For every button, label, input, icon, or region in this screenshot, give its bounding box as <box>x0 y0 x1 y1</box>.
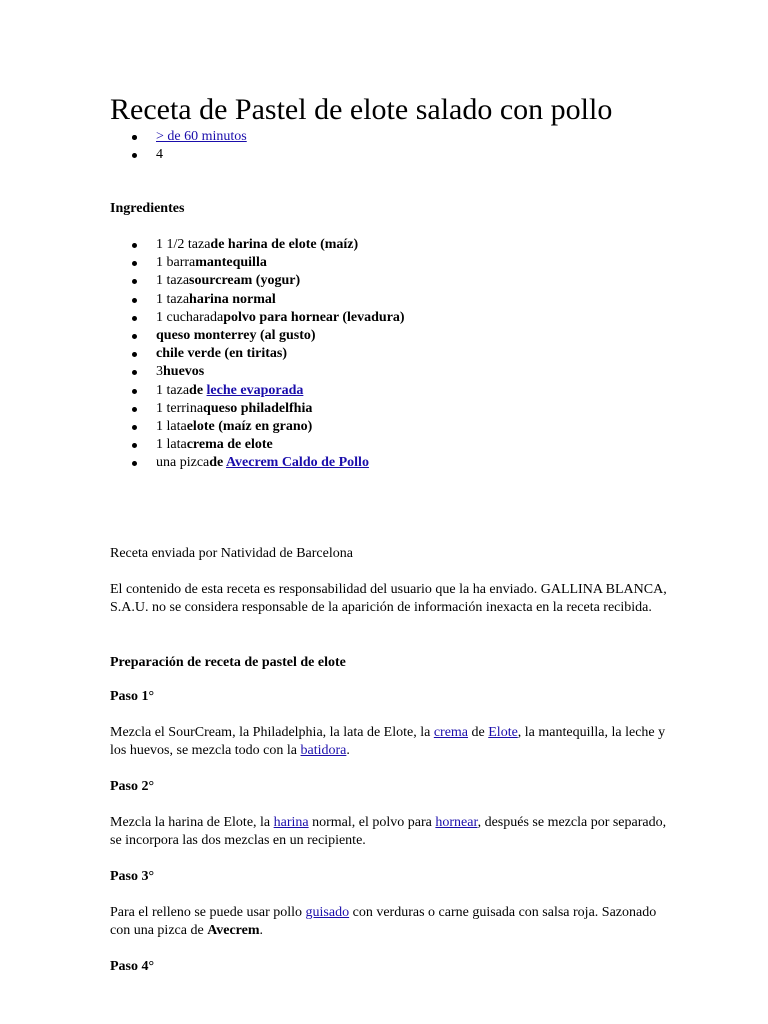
preparation-heading: Preparación de receta de pastel de elote <box>110 655 346 670</box>
ingredient-name: elote (maíz en grano) <box>186 419 313 435</box>
step-title: Paso 1° <box>110 689 155 704</box>
ingredient-item <box>110 254 405 272</box>
step-link[interactable]: hornear <box>435 815 478 830</box>
step-text <box>110 814 670 850</box>
ingredient-qty: 1 taza <box>156 273 190 289</box>
ingredient-name: crema de elote <box>186 437 273 453</box>
step-text <box>110 724 670 760</box>
ingredient-item <box>110 382 405 400</box>
ingredient-item <box>110 418 405 436</box>
meta-item-time <box>110 128 247 146</box>
ingredient-item <box>110 309 405 327</box>
step-text <box>110 904 670 940</box>
ingredient-qty: 1 taza <box>156 291 190 307</box>
step-text-part: , después se mezcla por separado, se incorpora las dos mezclas en un recipiente. <box>110 815 667 848</box>
ingredient-name: queso monterrey (al gusto) <box>156 328 316 344</box>
ingredient-name: queso philadelfhia <box>203 400 313 416</box>
step-text-part: . <box>346 743 350 758</box>
ingredient-item <box>110 236 405 254</box>
ingredient-item <box>110 291 405 309</box>
ingredient-qty: 1 terrina <box>156 400 204 416</box>
ingredient-name: de <box>189 382 207 398</box>
ingredient-qty: 1 1/2 taza <box>156 237 211 252</box>
disclaimer-text: El contenido de esta receta es responsabilidad del usuario que la ha enviado. GALLINA BLANCA, S.A.U. no se considera responsable de la aparición de información inexacta en la receta recibida. <box>110 582 667 615</box>
ingredient-item <box>110 327 405 345</box>
ingredient-item <box>110 436 405 454</box>
ingredients-list <box>110 236 405 473</box>
page-title: Receta de Pastel de elote salado con pollo <box>110 93 613 126</box>
ingredient-link[interactable]: leche evaporada <box>206 382 304 398</box>
step-link[interactable]: harina <box>273 815 309 830</box>
step-link[interactable]: guisado <box>305 905 350 920</box>
ingredient-item <box>110 363 405 381</box>
time-link[interactable]: > de 60 minutos <box>156 129 247 144</box>
ingredient-item <box>110 272 405 290</box>
step-text-part: , la mantequilla, la leche y los huevos, se mezcla todo con la <box>110 725 666 758</box>
ingredient-qty: 1 taza <box>156 382 190 398</box>
ingredients-heading: Ingredientes <box>110 201 185 216</box>
step-text-part: Para el relleno se puede usar pollo <box>110 905 306 920</box>
ingredient-qty: 1 lata <box>156 419 187 435</box>
step-text-part: con verduras o carne guisada con salsa roja. Sazonado con una pizca de <box>110 905 657 938</box>
step-title: Paso 2° <box>110 779 155 794</box>
ingredient-name: huevos <box>163 364 205 380</box>
recipe-meta-list <box>110 128 247 164</box>
ingredient-qty: 1 lata <box>156 437 187 453</box>
ingredient-name: sourcream (yogur) <box>189 273 301 289</box>
step-text-part: de <box>468 725 489 740</box>
step-text-part: Mezcla la harina de Elote, la <box>110 815 274 830</box>
ingredient-qty: 3 <box>156 364 163 380</box>
step-text-part: normal, el polvo para <box>308 815 436 830</box>
ingredient-qty: 1 barra <box>156 255 196 271</box>
ingredient-item <box>110 400 405 418</box>
ingredient-item <box>110 454 405 472</box>
step-link[interactable]: Elote <box>488 725 518 740</box>
ingredient-qty: una pizca <box>156 455 210 471</box>
step-link[interactable]: crema <box>433 725 469 740</box>
step-title: Paso 4° <box>110 959 155 974</box>
step-text-part: . <box>259 923 264 938</box>
ingredient-name: mantequilla <box>195 255 267 271</box>
ingredient-qty: 1 cucharada <box>156 309 224 325</box>
sent-by-text: Receta enviada por Natividad de Barcelona <box>110 546 353 561</box>
step-title: Paso 3° <box>110 869 155 884</box>
ingredient-link[interactable]: Avecrem Caldo de Pollo <box>225 455 369 471</box>
ingredient-item <box>110 345 405 363</box>
step-bold-text: Avecrem <box>207 923 260 938</box>
ingredient-name: de <box>209 455 226 471</box>
ingredient-name: de harina de elote (maíz) <box>210 237 359 252</box>
meta-item-servings: 4 <box>110 146 247 164</box>
ingredient-name: chile verde (en tiritas) <box>156 346 288 362</box>
step-link[interactable]: batidora <box>300 743 347 758</box>
step-text-part: Mezcla el SourCream, la Philadelphia, la lata de Elote, la <box>110 725 434 740</box>
ingredient-name: harina normal <box>189 291 276 307</box>
ingredient-name: polvo para hornear (levadura) <box>223 309 405 325</box>
